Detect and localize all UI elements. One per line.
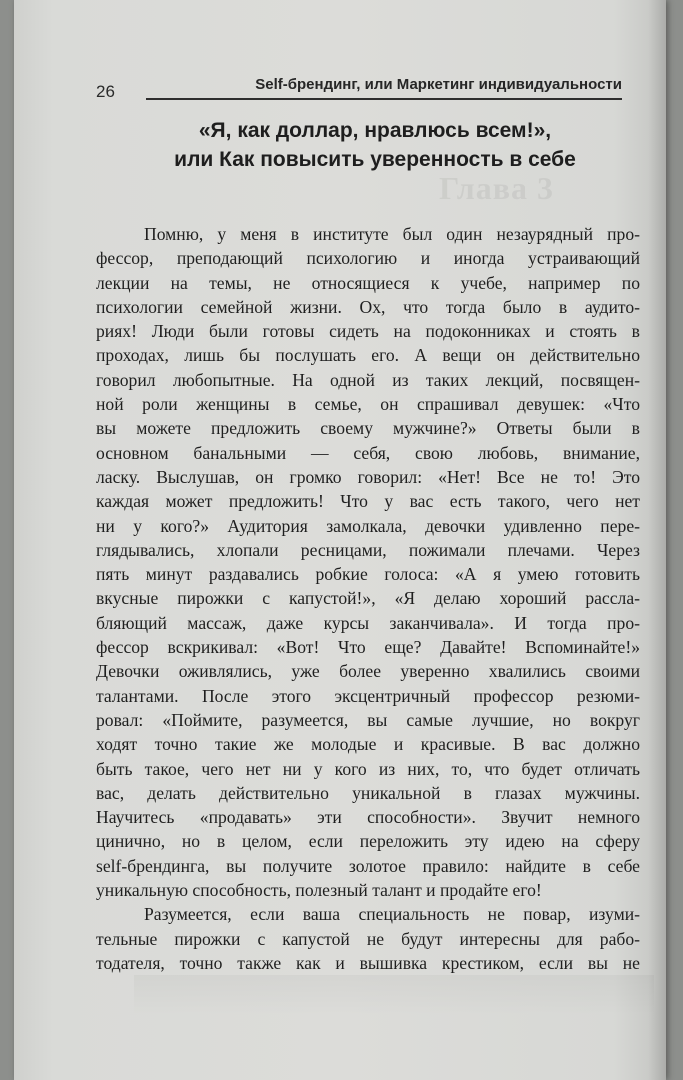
header-rule: [146, 98, 622, 100]
chapter-title-line-1: «Я, как доллар, нравлюсь всем!»,: [198, 119, 552, 142]
text-line: ровал: «Поймите, разумеется, вы самые лучшие, но вокруг: [96, 709, 640, 730]
text-line: вкусные пирожки с капустой!», «Я делаю хороший рассла-: [96, 588, 640, 609]
paragraph-1: [96, 222, 640, 902]
text-line: глядывались, хлопали ресницами, пожимали плечами. Через: [96, 539, 640, 560]
chapter-title-line-2: или Как повысить уверенность в себе: [174, 148, 576, 171]
body-text: [96, 222, 640, 975]
text-line: бляющий массаж, даже курсы заканчивала». И тогда про-: [96, 612, 640, 633]
text-line: говорил любопытные. На одной из таких лекций, посвящен-: [96, 369, 640, 390]
text-line: Научитесь «продавать» эти способности». Звучит немного: [96, 807, 640, 828]
paragraph-2: [96, 902, 640, 975]
book-page: [14, 0, 666, 1080]
text-line: ной роли женщины в семье, он спрашивал девушек: «Что: [96, 394, 640, 415]
text-line: self-брендинга, вы получите золотое правило: найдите в себе: [96, 855, 640, 876]
bleed-through-shadow: [134, 975, 654, 1015]
text-line: основном банальными — себя, свою любовь, внимание,: [96, 442, 640, 463]
text-line: Разумеется, если ваша специальность не повар, изуми-: [144, 904, 640, 925]
text-line: вы можете предложить своему мужчине?» Ответы были в: [96, 418, 640, 439]
text-line: быть такое, чего нет ни у кого из них, то, что будет отличать: [96, 758, 640, 779]
text-line: Помню, у меня в институте был один незаурядный про-: [144, 224, 640, 244]
bleed-through-text: Глава 3: [439, 170, 554, 206]
text-line: цинично, но в целом, если переложить эту идею на сферу: [96, 831, 640, 852]
text-line: каждая может предложить! Что у вас есть такого, чего нет: [96, 491, 640, 512]
text-line: пять минут раздавались робкие голоса: «А я умею готовить: [96, 564, 640, 585]
text-line: психологии семейной жизни. Ох, что тогда было в аудито-: [96, 296, 640, 317]
text-line: лекции на темы, не относящиеся к учебе, например по: [96, 272, 640, 293]
text-line: тельные пирожки с капустой не будут интересны для рабо-: [96, 928, 640, 949]
text-line: Девочки оживлялись, уже более уверенно хвалились своими: [96, 661, 640, 682]
text-line: фессор вскрикивал: «Вот! Что еще? Давайте! Вспоминайте!»: [96, 637, 640, 658]
page-header: [96, 76, 622, 104]
text-line: ласку. Выслушав, он громко говорил: «Нет! Все не то! Это: [96, 466, 640, 487]
page-number: 26: [96, 82, 115, 101]
text-line: фессор, преподающий психологию и иногда устраивающий: [96, 248, 640, 269]
text-line: проходах, лишь бы послушать его. А вещи он действительно: [96, 345, 640, 366]
text-line: ходят точно такие же молодые и красивые. В вас должно: [96, 734, 640, 755]
running-title: Self-брендинг, или Маркетинг индивидуальности: [255, 76, 622, 93]
text-line: тодателя, точно также как и вышивка крестиком, если вы не: [96, 952, 640, 973]
text-line: вас, делать действительно уникальной в глазах мужчины.: [96, 782, 640, 803]
page-edge-shadow: [648, 0, 666, 1080]
text-line: риях! Люди были готовы сидеть на подоконниках и стоять в: [96, 321, 640, 342]
text-line: талантами. После этого эксцентричный профессор резюми-: [96, 685, 640, 706]
text-line: уникальную способность, полезный талант и продайте его!: [96, 880, 542, 901]
chapter-title: [110, 116, 640, 174]
text-line: ни у кого?» Аудитория замолкала, девочки удивленно пере-: [96, 515, 640, 536]
